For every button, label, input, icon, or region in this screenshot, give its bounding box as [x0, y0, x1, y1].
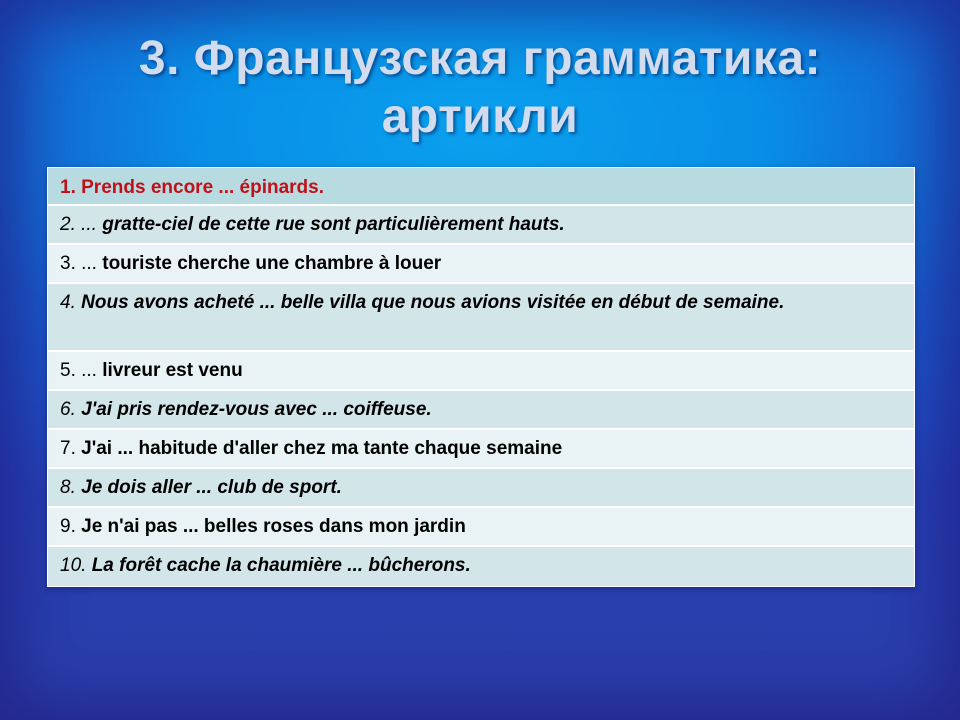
exercise-sentence: gratte-ciel de cette rue sont particulièrement hauts. — [96, 214, 565, 235]
exercise-sentence: Je n'ai pas ... belles roses dans mon jardin — [75, 516, 466, 537]
exercise-table — [47, 167, 915, 587]
exercise-row-10 — [48, 547, 914, 586]
exercise-number: 9. — [60, 516, 76, 537]
exercise-number: 4. — [60, 292, 76, 313]
exercise-number: 5. ... — [60, 360, 97, 381]
exercise-number: 2. ... — [60, 214, 97, 235]
exercise-sentence: touriste cherche une chambre à louer — [96, 253, 442, 274]
exercise-number: 1. — [60, 177, 76, 198]
exercise-row-5 — [48, 352, 914, 391]
exercise-row-1 — [48, 168, 914, 206]
exercise-number: 8. — [60, 477, 76, 498]
exercise-sentence: La forêt cache la chaumière ... bûcherons. — [86, 555, 471, 576]
exercise-sentence: J'ai pris rendez-vous avec ... coiffeuse. — [75, 399, 432, 420]
exercise-row-9 — [48, 508, 914, 547]
exercise-number: 3. ... — [60, 253, 97, 274]
exercise-sentence: Prends encore ... épinards. — [75, 177, 325, 198]
exercise-number: 10. — [60, 555, 87, 576]
exercise-sentence: Je dois aller ... club de sport. — [75, 477, 342, 498]
slide-title-line-1: 3. Французская грамматика: — [138, 32, 822, 85]
slide-title — [0, 30, 960, 146]
exercise-row-7 — [48, 430, 914, 469]
exercise-sentence: livreur est venu — [96, 360, 243, 381]
exercise-number: 7. — [60, 438, 76, 459]
exercise-row-2 — [48, 206, 914, 245]
exercise-row-6 — [48, 391, 914, 430]
exercise-row-3 — [48, 245, 914, 284]
exercise-sentence: J'ai ... habitude d'aller chez ma tante chaque semaine — [75, 438, 563, 459]
slide-title-line-2: артикли — [381, 90, 579, 143]
exercise-row-8 — [48, 469, 914, 508]
exercise-sentence: Nous avons acheté ... belle villa que nous avions visitée en début de semaine. — [75, 292, 785, 313]
exercise-number: 6. — [60, 399, 76, 420]
exercise-row-4 — [48, 284, 914, 352]
